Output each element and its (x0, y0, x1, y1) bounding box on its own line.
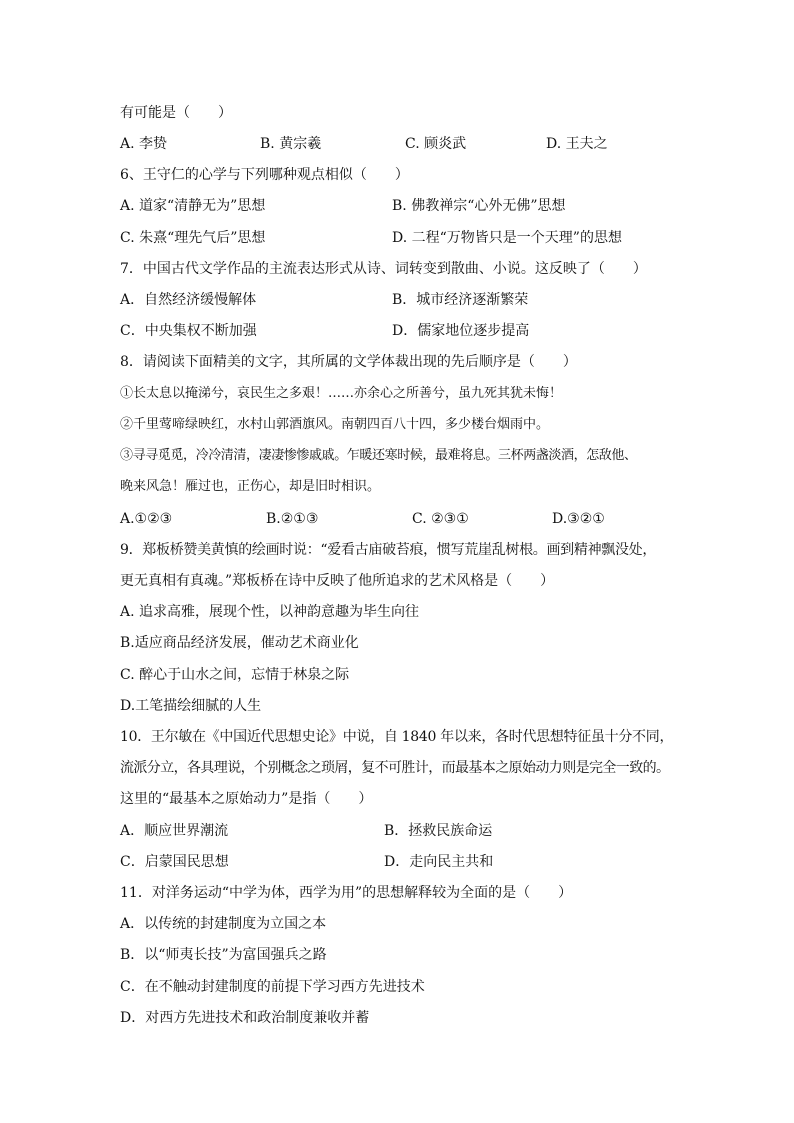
q8-passage-3b: 晚来风急！雁过也，正伤心，却是旧时相识。 (120, 479, 381, 494)
q7-option-a: A．自然经济缓慢解体 (120, 292, 257, 308)
q6-option-c: C. 朱熹“理先气后”思想 (120, 230, 266, 246)
q8-option-a: A.①②③ (120, 511, 173, 527)
q9-option-a: A. 追求高雅，展现个性，以神韵意趣为毕生向往 (120, 604, 420, 620)
q5-option-d: D. 王夫之 (546, 136, 608, 152)
q9-option-b: B.适应商品经济发展，催动艺术商业化 (120, 635, 359, 651)
q10-stem-line2: 流派分立，各具理说，个别概念之琐屑，复不可胜计，而最基本之原始动力则是完全一致的。 (120, 760, 670, 776)
q11-option-d: D．对西方先进技术和政治制度兼收并蓄 (120, 1010, 370, 1026)
q8-stem: 8．请阅读下面精美的文字，其所属的文学体裁出现的先后顺序是（ ） (120, 354, 577, 370)
q7-option-b: B．城市经济逐渐繁荣 (392, 292, 529, 308)
q8-option-b: B.②①③ (266, 511, 319, 527)
q8-passage-3a: ③寻寻觅觅，冷冷清清，凄凄惨惨戚戚。乍暖还寒时候，最难将息。三杯两盏淡酒，怎敌他、 (120, 448, 637, 463)
q5-option-b: B. 黄宗羲 (260, 136, 322, 152)
q11-option-c: C．在不触动封建制度的前提下学习西方先进技术 (120, 979, 425, 995)
q10-stem-line3: 这里的“最基本之原始动力”是指（ ） (120, 791, 373, 807)
q6-option-d: D. 二程“万物皆只是一个天理”的思想 (392, 230, 622, 246)
q10-option-b: B．拯救民族命运 (384, 823, 493, 839)
q7-option-d: D．儒家地位逐步提高 (392, 323, 530, 339)
q5-stem-tail: 有可能是（ ） (120, 105, 232, 121)
q10-stem-line1: 10．王尔敏在《中国近代思想史论》中说，自 1840 年以来，各时代思想特征虽十分不同， (120, 729, 674, 745)
q5-option-c: C. 顾炎武 (405, 136, 467, 152)
q11-stem: 11．对洋务运动“中学为体，西学为用”的思想解释较为全面的是（ ） (120, 885, 573, 901)
q10-option-d: D．走向民主共和 (384, 854, 494, 870)
q7-stem: 7．中国古代文学作品的主流表达形式从诗、词转变到散曲、小说。这反映了（ ） (120, 261, 647, 277)
q10-option-c: C．启蒙国民思想 (120, 854, 229, 870)
q8-option-c: C. ②③① (412, 511, 469, 527)
q10-option-a: A．顺应世界潮流 (120, 823, 229, 839)
q9-stem-line2: 更无真相有真魂。”郑板桥在诗中反映了他所追求的艺术风格是（ ） (120, 573, 555, 589)
q9-option-c: C. 醉心于山水之间，忘情于林泉之际 (120, 667, 350, 683)
q8-passage-2: ②千里莺啼绿映红，水村山郭酒旗风。南朝四百八十四，多少楼台烟雨中。 (120, 417, 550, 432)
q7-option-c: C．中央集权不断加强 (120, 323, 257, 339)
q9-stem-line1: 9．郑板桥赞美黄慎的绘画时说：“爱看古庙破苔痕，惯写荒崖乱树根。画到精神飘没处， (120, 542, 657, 558)
q11-option-b: B．以“师夷长技”为富国强兵之路 (120, 947, 327, 963)
q9-option-d: D.工笔描绘细腻的人生 (120, 698, 262, 714)
q8-passage-1: ①长太息以掩涕兮，哀民生之多艰！……亦余心之所善兮，虽九死其犹未悔！ (120, 386, 563, 401)
q5-option-a: A. 李贽 (120, 136, 168, 152)
q8-option-d: D.③②① (552, 511, 605, 527)
q11-option-a: A．以传统的封建制度为立国之本 (120, 916, 327, 932)
q6-stem: 6、王守仁的心学与下列哪种观点相似（ ） (120, 167, 409, 183)
q6-option-b: B. 佛教禅宗“心外无佛”思想 (392, 198, 566, 214)
q6-option-a: A. 道家“清静无为”思想 (120, 198, 266, 214)
